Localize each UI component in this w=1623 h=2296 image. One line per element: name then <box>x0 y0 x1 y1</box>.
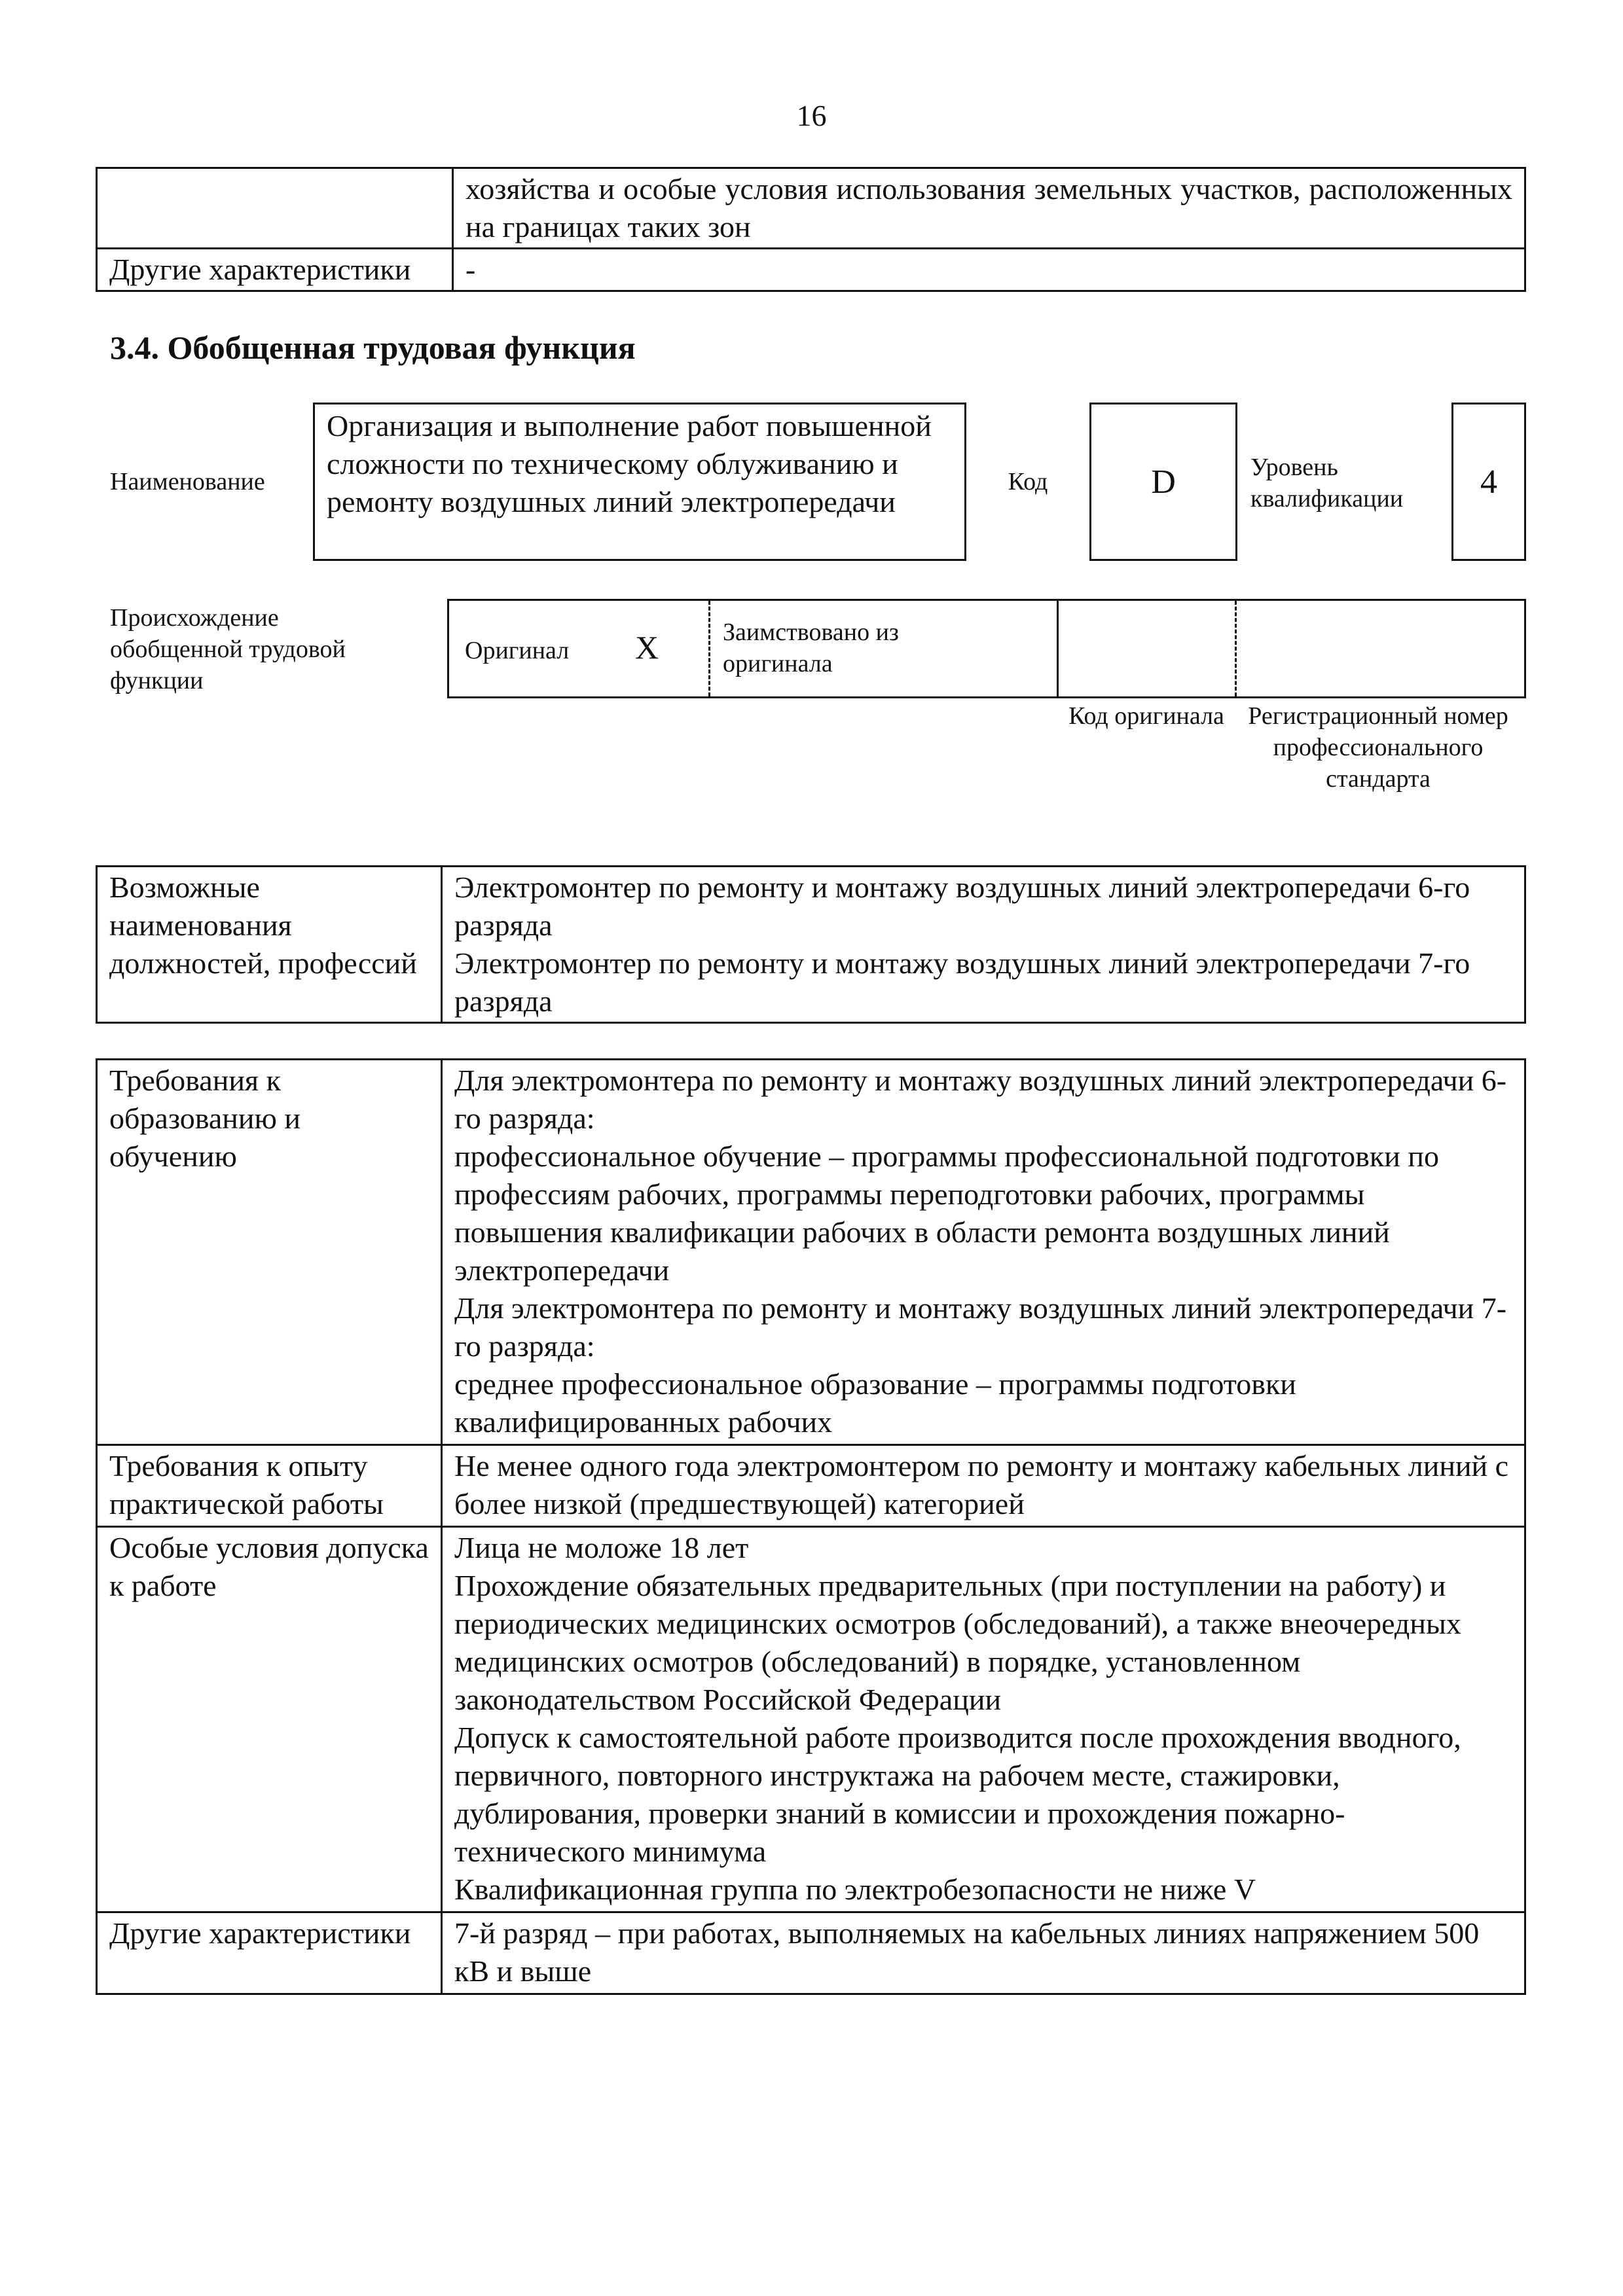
list-item: Не менее одного года электромонтером по ремонту и монтажу кабельных линий с более низкой (предшествующей) категорией <box>454 1449 1509 1520</box>
original-label: Оригинал <box>465 637 570 664</box>
list-item: 7-й разряд – при работах, выполняемых на кабельных линиях напряжением 500 кВ и выше <box>454 1916 1480 1988</box>
row-label: Особые условия допуска к работе <box>97 1527 442 1912</box>
row-value <box>442 867 1525 1023</box>
table-row <box>97 1060 1525 1445</box>
code-value-box: D <box>1089 403 1237 561</box>
origin-divider <box>708 601 710 696</box>
code-label: Код <box>1008 468 1048 495</box>
table-row <box>97 867 1525 1023</box>
list-item: Допуск к самостоятельной работе производится после прохождения вводного, первичного, повторного инструктажа на рабочем месте, стажировки, дублирования, проверки знаний в комиссии и прохождения пожарно-технического минимума <box>454 1721 1461 1868</box>
continuation-table <box>96 167 1526 292</box>
section-heading: 3.4. Обобщенная трудовая функция <box>110 329 636 366</box>
row-label: Требования к образованию и обучению <box>97 1060 442 1445</box>
origin-divider <box>1057 601 1059 696</box>
row-value: - <box>453 249 1525 291</box>
table-row <box>97 168 1525 249</box>
row-label: Другие характеристики <box>97 249 453 291</box>
table-row <box>97 1912 1525 1994</box>
table-row <box>97 249 1525 291</box>
row-value <box>442 1527 1525 1912</box>
reg-number-caption: Регистрационный номер профессионального стандарта <box>1248 702 1508 793</box>
list-item: Для электромонтера по ремонту и монтажу воздушных линий электропередачи 7-го разряда: <box>454 1291 1507 1363</box>
original-mark: X <box>635 629 659 666</box>
list-item: Лица не моложе 18 лет <box>454 1531 749 1564</box>
borrowed-label: Заимствовано из оригинала <box>723 619 899 677</box>
row-value <box>442 1912 1525 1994</box>
qualification-level-box: 4 <box>1451 403 1526 561</box>
list-item: Электромонтер по ремонту и монтажу воздушных линий электропередачи 6-го разряда <box>454 870 1470 942</box>
requirements-table <box>96 1058 1526 1995</box>
original-code-caption: Код оригинала <box>1068 702 1224 730</box>
row-value: хозяйства и особые условия использования земельных участков, расположенных на границах таких зон <box>453 168 1525 249</box>
positions-table <box>96 865 1526 1024</box>
origin-label: Происхождение обобщенной трудовой функции <box>110 604 346 694</box>
name-label: Наименование <box>110 468 265 495</box>
table-row <box>97 1527 1525 1912</box>
list-item: Для электромонтера по ремонту и монтажу воздушных линий электропередачи 6-го разряда: <box>454 1064 1507 1135</box>
list-item: Электромонтер по ремонту и монтажу воздушных линий электропередачи 7-го разряда <box>454 946 1470 1018</box>
list-item: Квалификационная группа по электробезопасности не ниже V <box>454 1873 1256 1906</box>
table-row <box>97 1445 1525 1527</box>
function-name-box: Организация и выполнение работ повышенной сложности по техническому облуживанию и ремонту воздушных линий электропередачи <box>313 403 966 561</box>
row-label: Требования к опыту практической работы <box>97 1445 442 1527</box>
origin-divider <box>1235 601 1237 696</box>
qualification-level-label: Уровень квалификации <box>1250 454 1404 512</box>
list-item: профессиональное обучение – программы профессиональной подготовки по профессиям рабочих, программы переподготовки рабочих, программы повышения квалификации рабочих в области ремонта воздушных линий электропередачи <box>454 1139 1439 1287</box>
origin-box <box>447 599 1526 698</box>
row-value <box>442 1445 1525 1527</box>
page-number: 16 <box>796 99 827 132</box>
row-label: Другие характеристики <box>97 1912 442 1994</box>
row-value <box>442 1060 1525 1445</box>
row-label: Возможные наименования должностей, профессий <box>97 867 442 1023</box>
list-item: среднее профессиональное образование – программы подготовки квалифицированных рабочих <box>454 1367 1296 1439</box>
row-label <box>97 168 453 249</box>
list-item: Прохождение обязательных предварительных (при поступлении на работу) и периодических медицинских осмотров (обследований), а также внеочередных медицинских осмотров (обследований) в порядке, установленном законодательством Российской Федерации <box>454 1569 1461 1716</box>
